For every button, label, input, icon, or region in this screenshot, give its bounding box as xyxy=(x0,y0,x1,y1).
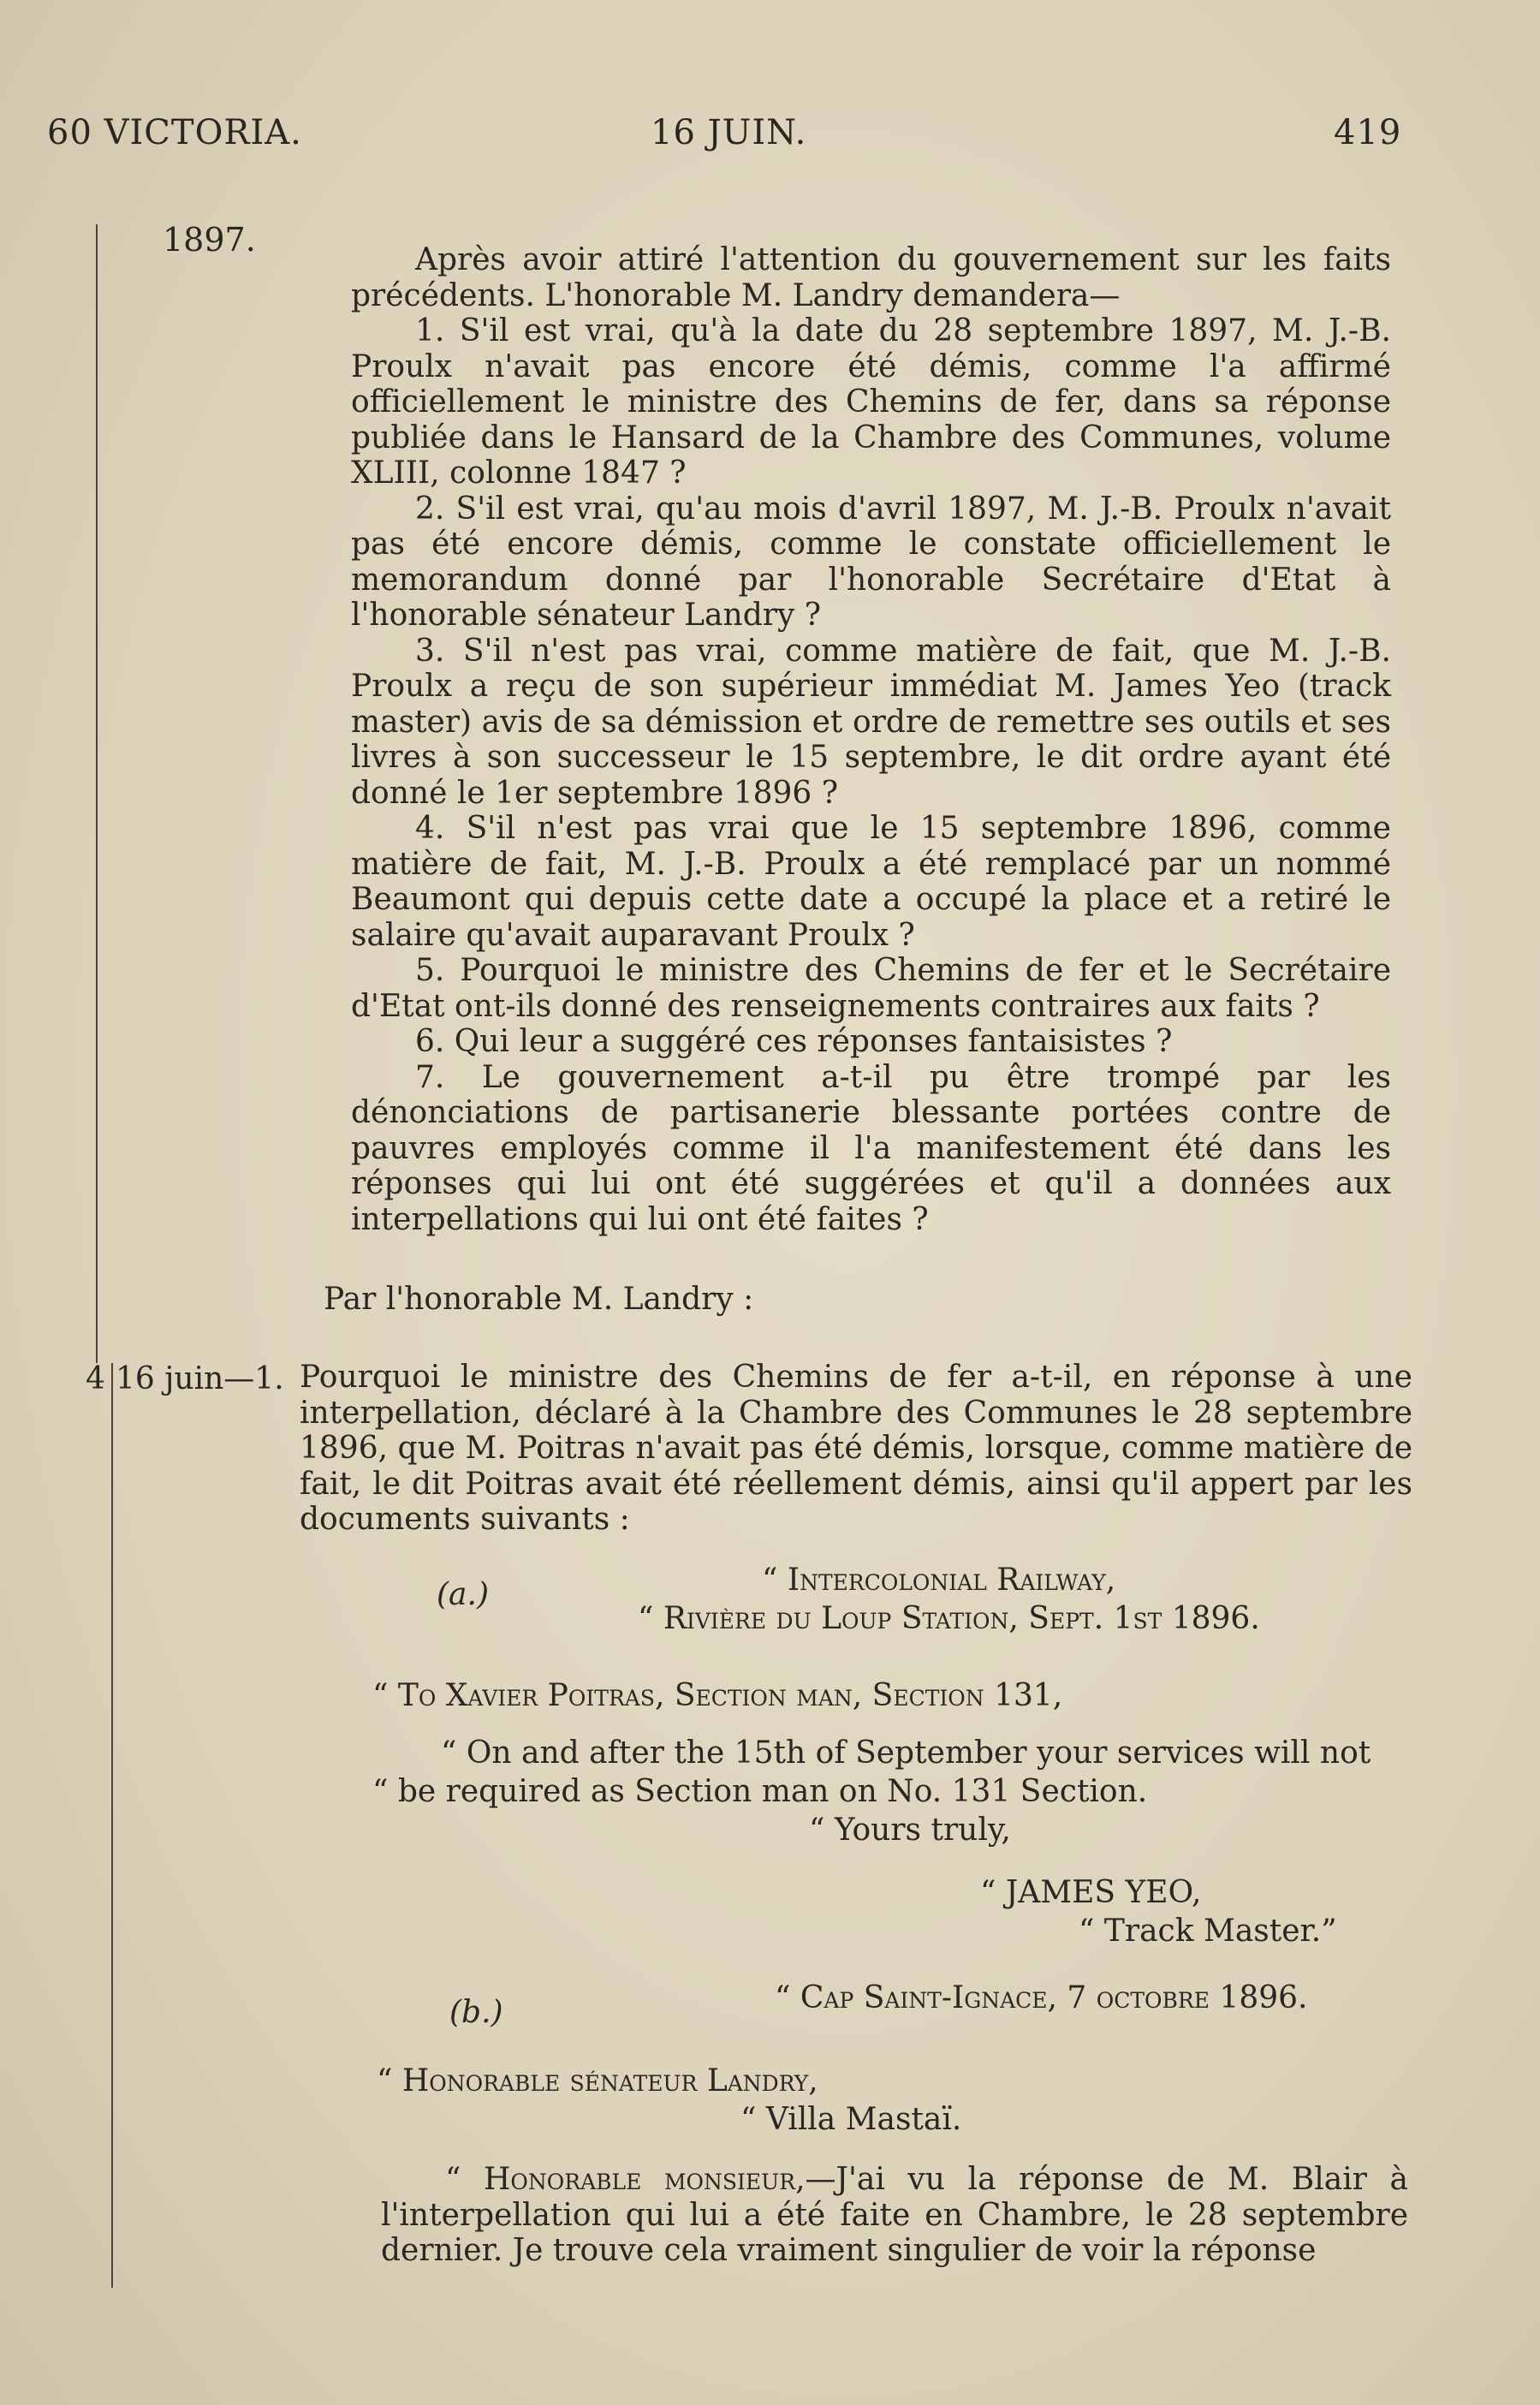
doc-a-signature-1: “ JAMES YEO, xyxy=(980,1875,1202,1910)
doc-a-body-2: “ be required as Section man on No. 131 Section. xyxy=(372,1774,1148,1809)
intro-paragraph: Après avoir attiré l'attention du gouvernement sur les faits précédents. L'honorable M. Landry demandera— xyxy=(351,242,1391,313)
header-page-number: 419 xyxy=(1334,113,1402,152)
header-date: 16 JUIN. xyxy=(651,113,807,152)
doc-b-place: “ Cap Saint-Ignace, 7 octobre 1896. xyxy=(775,1980,1308,2015)
doc-b-label: (b.) xyxy=(449,1995,503,2030)
question-3: 3. S'il n'est pas vrai, comme matière de fait, que M. J.-B. Proulx a reçu de son supérieur immédiat M. James Yeo (track master) avis de sa démission et ordre de remettre ses outils et ses livres à son successeur le 15 septembre, le dit ordre ayant été donné le 1er septembre 1896 ? xyxy=(351,633,1391,811)
doc-b-salutation: “ Honorable monsieur, xyxy=(445,2162,806,2197)
question-6: 6. Qui leur a suggéré ces réponses fantaisistes ? xyxy=(415,1024,1173,1059)
questions-block xyxy=(351,242,1391,1237)
doc-a-addressee: “ To Xavier Poitras, Section man, Section 131, xyxy=(372,1678,1063,1713)
margin-number: 4 xyxy=(86,1361,105,1396)
question-5: 5. Pourquoi le ministre des Chemins de fer et le Secrétaire d'Etat ont-ils donné des renseignements contraires aux faits ? xyxy=(351,953,1391,1024)
margin-rule-lower xyxy=(111,1363,113,2288)
motion-block xyxy=(300,1360,1412,1538)
doc-b-addressee-1: “ Honorable sénateur Landry, xyxy=(377,2063,818,2098)
question-7: 7. Le gouvernement a-t-il pu être trompé par les dénonciations de partisanerie blessante portées contre de pauvres employés comme il l'a manifestement été dans les réponses qui lui ont été suggérées et qu'il a données aux interpellations qui lui ont été faites ? xyxy=(351,1059,1391,1237)
question-2: 2. S'il est vrai, qu'au mois d'avril 1897, M. J.-B. Proulx n'avait pas été encore démis, comme le constate officiellement le memorandum donné par l'honorable Secrétaire d'Etat à l'honorable sénateur Landry ? xyxy=(351,491,1391,633)
question-4: 4. S'il n'est pas vrai que le 15 septembre 1896, comme matière de fait, M. J.-B. Proulx a été remplacé par un nommé Beaumont qui depuis cette date a occupé la place et a retiré le salaire qu'avait auparavant Proulx ? xyxy=(351,811,1391,953)
doc-a-heading-2: “ Rivière du Loup Station, Sept. 1st 1896. xyxy=(638,1601,1260,1636)
doc-a-closing: “ Yours truly, xyxy=(809,1813,1011,1848)
doc-b-addressee-2: “ Villa Mastaï. xyxy=(740,2102,962,2137)
date-entry: 16 juin—1. xyxy=(116,1361,284,1396)
doc-a-signature-2: “ Track Master.” xyxy=(1079,1914,1337,1949)
par-line: Par l'honorable M. Landry : xyxy=(324,1282,754,1317)
margin-rule-upper xyxy=(96,224,98,1363)
year-label: 1897. xyxy=(163,221,256,259)
doc-b-letter-text: —J'ai vu la réponse de M. Blair à l'interpellation qui lui a été faite en Chambre, le 28 septembre dernier. Je trouve cela vraiment singulier de voir la réponse xyxy=(381,2162,1408,2268)
question-1: 1. S'il est vrai, qu'à la date du 28 septembre 1897, M. J.-B. Proulx n'avait pas encore été démis, comme l'a affirmé officiellement le ministre des Chemins de fer, dans sa réponse publiée dans le Hansard de la Chambre des Communes, volume XLIII, colonne 1847 ? xyxy=(351,313,1391,491)
header-session: 60 VICTORIA. xyxy=(47,113,302,152)
doc-b-letter-paragraph xyxy=(381,2162,1408,2269)
doc-a-label: (a.) xyxy=(437,1577,489,1612)
motion-text: Pourquoi le ministre des Chemins de fer a-t-il, en réponse à une interpellation, déclaré à la Chambre des Communes le 28 septembre 1896, que M. Poitras n'avait pas été démis, lorsque, comme matière de fait, le dit Poitras avait été réellement démis, ainsi qu'il appert par les documents suivants : xyxy=(300,1360,1412,1537)
doc-a-heading-1: “ Intercolonial Railway, xyxy=(762,1563,1116,1598)
doc-a-body-1: “ On and after the 15th of September your services will not xyxy=(441,1735,1371,1771)
doc-b-letter xyxy=(381,2162,1408,2269)
